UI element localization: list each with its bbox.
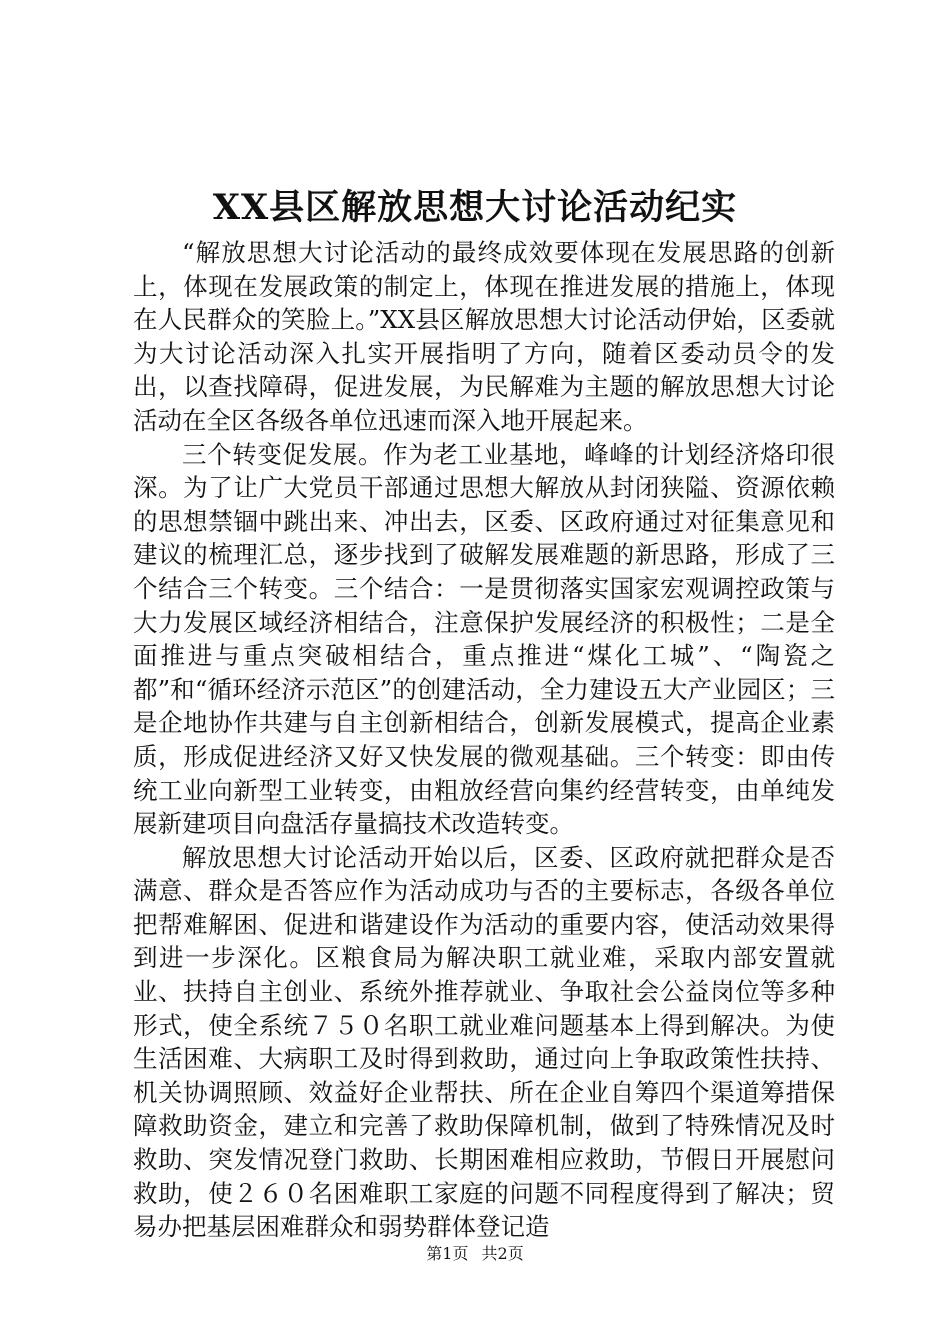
paragraph: “解放思想大讨论活动的最终成效要体现在发展思路的创新上，体现在发展政策的制定上，体现在推进发展的措施上，体现在人民群众的笑脸上。”XX县区解放思想大讨论活动伊始，区委就为大讨论活动深入扎实开展指明了方向，随着区委动员令的发出，以查找障碍，促进发展，为民解难为主题的解放思想大讨论活动在全区各级各单位迅速而深入地开展起来。	[133, 238, 835, 435]
document-title: XX县区解放思想大讨论活动纪实	[212, 187, 738, 228]
page-total: 共2页	[481, 1244, 524, 1263]
paragraph: 三个转变促发展。作为老工业基地，峰峰的计划经济烙印很深。为了让广大党员干部通过思想大解放从封闭狭隘、资源依赖的思想禁锢中跳出来、冲出去，区委、区政府通过对征集意见和建议的梳理汇总，逐步找到了破解发展难题的新思路，形成了三个结合三个转变。三个结合：一是贯彻落实国家宏观调控政策与大力发展区域经济相结合，注意保护发展经济的积极性；二是全面推进与重点突破相结合，重点推进“煤化工城”、“陶瓷之都”和“循环经济示范区”的创建活动，全力建设五大产业园区；三是企地协作共建与自主创新相结合，创新发展模式，提高企业素质，形成促进经济又好又快发展的微观基础。三个转变：即由传统工业向新型工业转变，由粗放经营向集约经营转变，由单纯发展新建项目向盘活存量搞技术改造转变。	[133, 439, 835, 839]
page-footer	[0, 1243, 950, 1265]
document-body	[133, 236, 835, 1244]
page-number: 第1页	[426, 1244, 469, 1263]
paragraph: 解放思想大讨论活动开始以后，区委、区政府就把群众是否满意、群众是否答应作为活动成功与否的主要标志，各级各单位把帮难解困、促进和谐建设作为活动的重要内容，使活动效果得到进一步深化。区粮食局为解决职工就业难，采取内部安置就业、扶持自主创业、系统外推荐就业、争取社会公益岗位等多种形式，使全系统７５０名职工就业难问题基本上得到解决。为使生活困难、大病职工及时得到救助，通过向上争取政策性扶持、机关协调照顾、效益好企业帮扶、所在企业自筹四个渠道筹措保障救助资金，建立和完善了救助保障机制，做到了特殊情况及时救助、突发情况登门救助、长期困难相应救助，节假日开展慰问救助，使２６０名困难职工家庭的问题不同程度得到了解决；贸易办把基层困难群众和弱势群体登记造	[133, 842, 835, 1242]
